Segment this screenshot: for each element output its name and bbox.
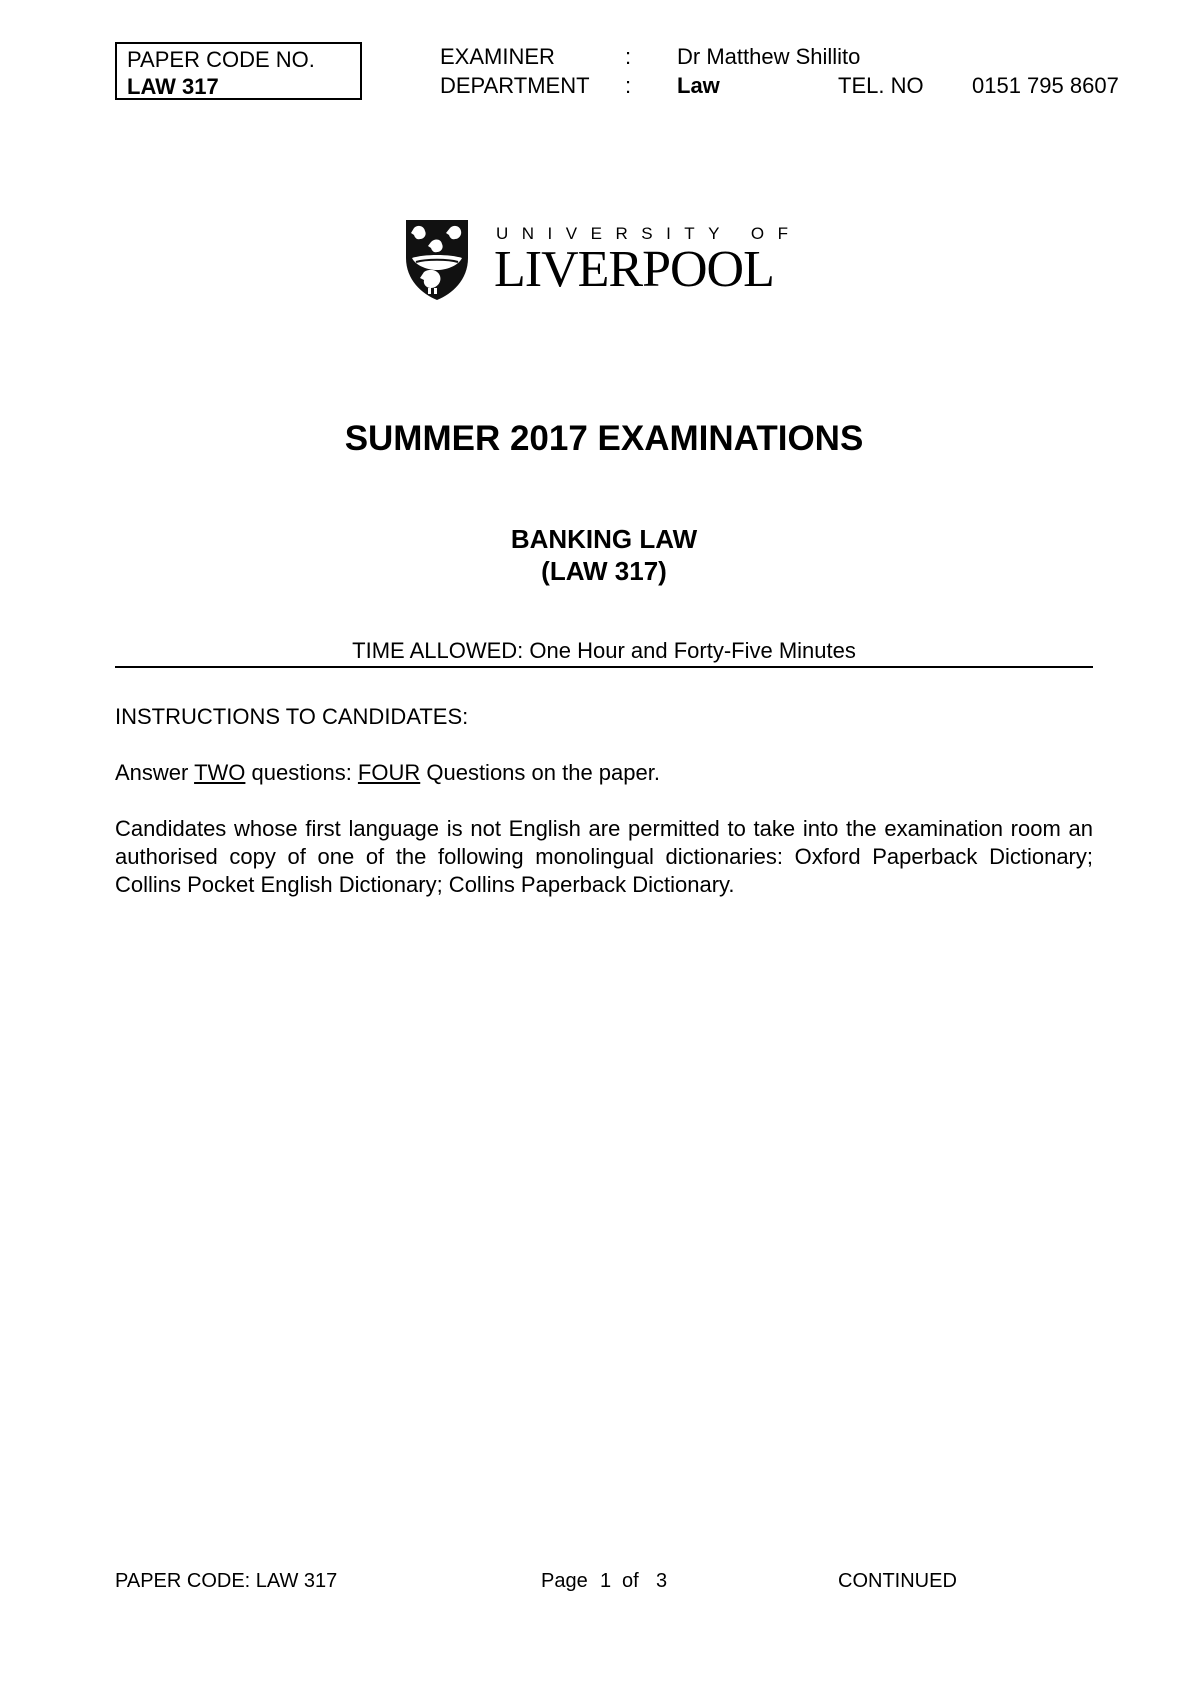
footer-of-label: of <box>622 1570 639 1592</box>
answer-suffix: Questions on the paper. <box>420 760 660 785</box>
department-name: Law <box>677 73 720 98</box>
answer-prefix: Answer <box>115 760 195 785</box>
paper-code-label: PAPER CODE NO. <box>127 47 315 72</box>
dictionary-note: Candidates whose first language is not English are permitted to take into the examination room an authorised copy of one of the following monolingual dictionaries: Oxford Paperback Dictionary; Collins Pocket English Dictionary; Collins Paperback Dictionary. <box>115 816 1093 897</box>
answer-count: TWO <box>194 760 246 785</box>
instructions-heading: INSTRUCTIONS TO CANDIDATES: <box>115 704 469 729</box>
logo-line-university: UNIVERSITY OF <box>496 224 802 243</box>
footer-page-total: 3 <box>656 1570 668 1592</box>
paper-count: FOUR <box>357 760 421 785</box>
department-separator: : <box>625 73 632 98</box>
tel-label: TEL. NO <box>838 73 924 98</box>
tel-number: 0151 795 8607 <box>972 73 1119 98</box>
paper-code-value: LAW 317 <box>127 74 219 99</box>
exam-title: SUMMER 2017 EXAMINATIONS <box>344 419 864 458</box>
footer-continued: CONTINUED <box>838 1570 957 1592</box>
logo-line-liverpool: LIVERPOOL <box>494 241 774 298</box>
subject-code: (LAW 317) <box>541 556 667 586</box>
time-allowed: TIME ALLOWED: One Hour and Forty-Five Minutes <box>352 638 856 663</box>
examiner-separator: : <box>625 44 632 69</box>
university-logo <box>404 218 804 302</box>
footer-page-number: 1 <box>600 1570 612 1592</box>
answer-instruction <box>115 759 1093 787</box>
crest-icon <box>404 218 470 302</box>
subject-title: BANKING LAW <box>510 524 698 554</box>
footer-page-label: Page <box>541 1570 588 1592</box>
department-label: DEPARTMENT <box>440 73 590 98</box>
examiner-label: EXAMINER <box>440 44 555 69</box>
paper-code-box <box>115 42 362 100</box>
divider-rule <box>115 666 1093 668</box>
examiner-name: Dr Matthew Shillito <box>677 44 861 69</box>
answer-middle: questions: <box>245 760 358 785</box>
footer-paper-code: PAPER CODE: LAW 317 <box>115 1570 338 1592</box>
